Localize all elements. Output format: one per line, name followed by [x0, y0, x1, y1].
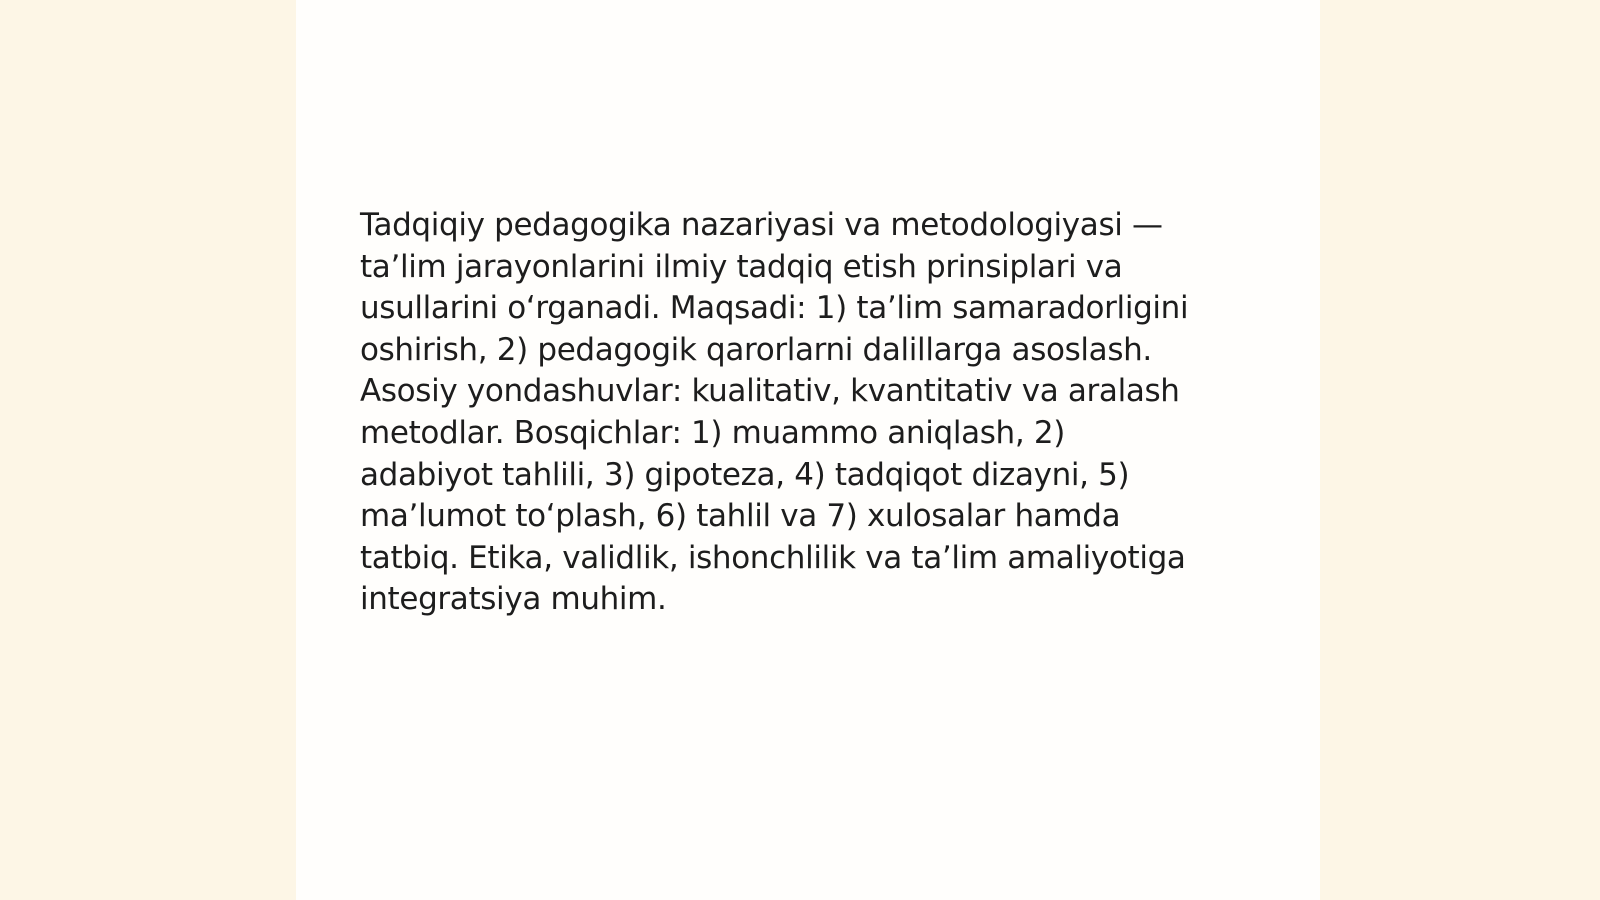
- content-card: [296, 0, 1320, 900]
- body-paragraph: Tadqiqiy pedagogika nazariyasi va metodologiyasi — ta’lim jarayonlarini ilmiy tadqiq etish prinsiplari va usullarini o‘rganadi. Maqsadi: 1) ta’lim samaradorligini oshirish, 2) pedagogik qarorlarni dalillarga asoslash. Asosiy yondashuvlar: kualitativ, kvantitativ va aralash metodlar. Bosqichlar: 1) muammo aniqlash, 2) adabiyot tahlili, 3) gipoteza, 4) tadqiqot dizayni, 5) ma’lumot to‘plash, 6) tahlil va 7) xulosalar hamda tatbiq. Etika, validlik, ishonchlilik va ta’lim amaliyotiga integratsiya muhim.: [360, 207, 1189, 618]
